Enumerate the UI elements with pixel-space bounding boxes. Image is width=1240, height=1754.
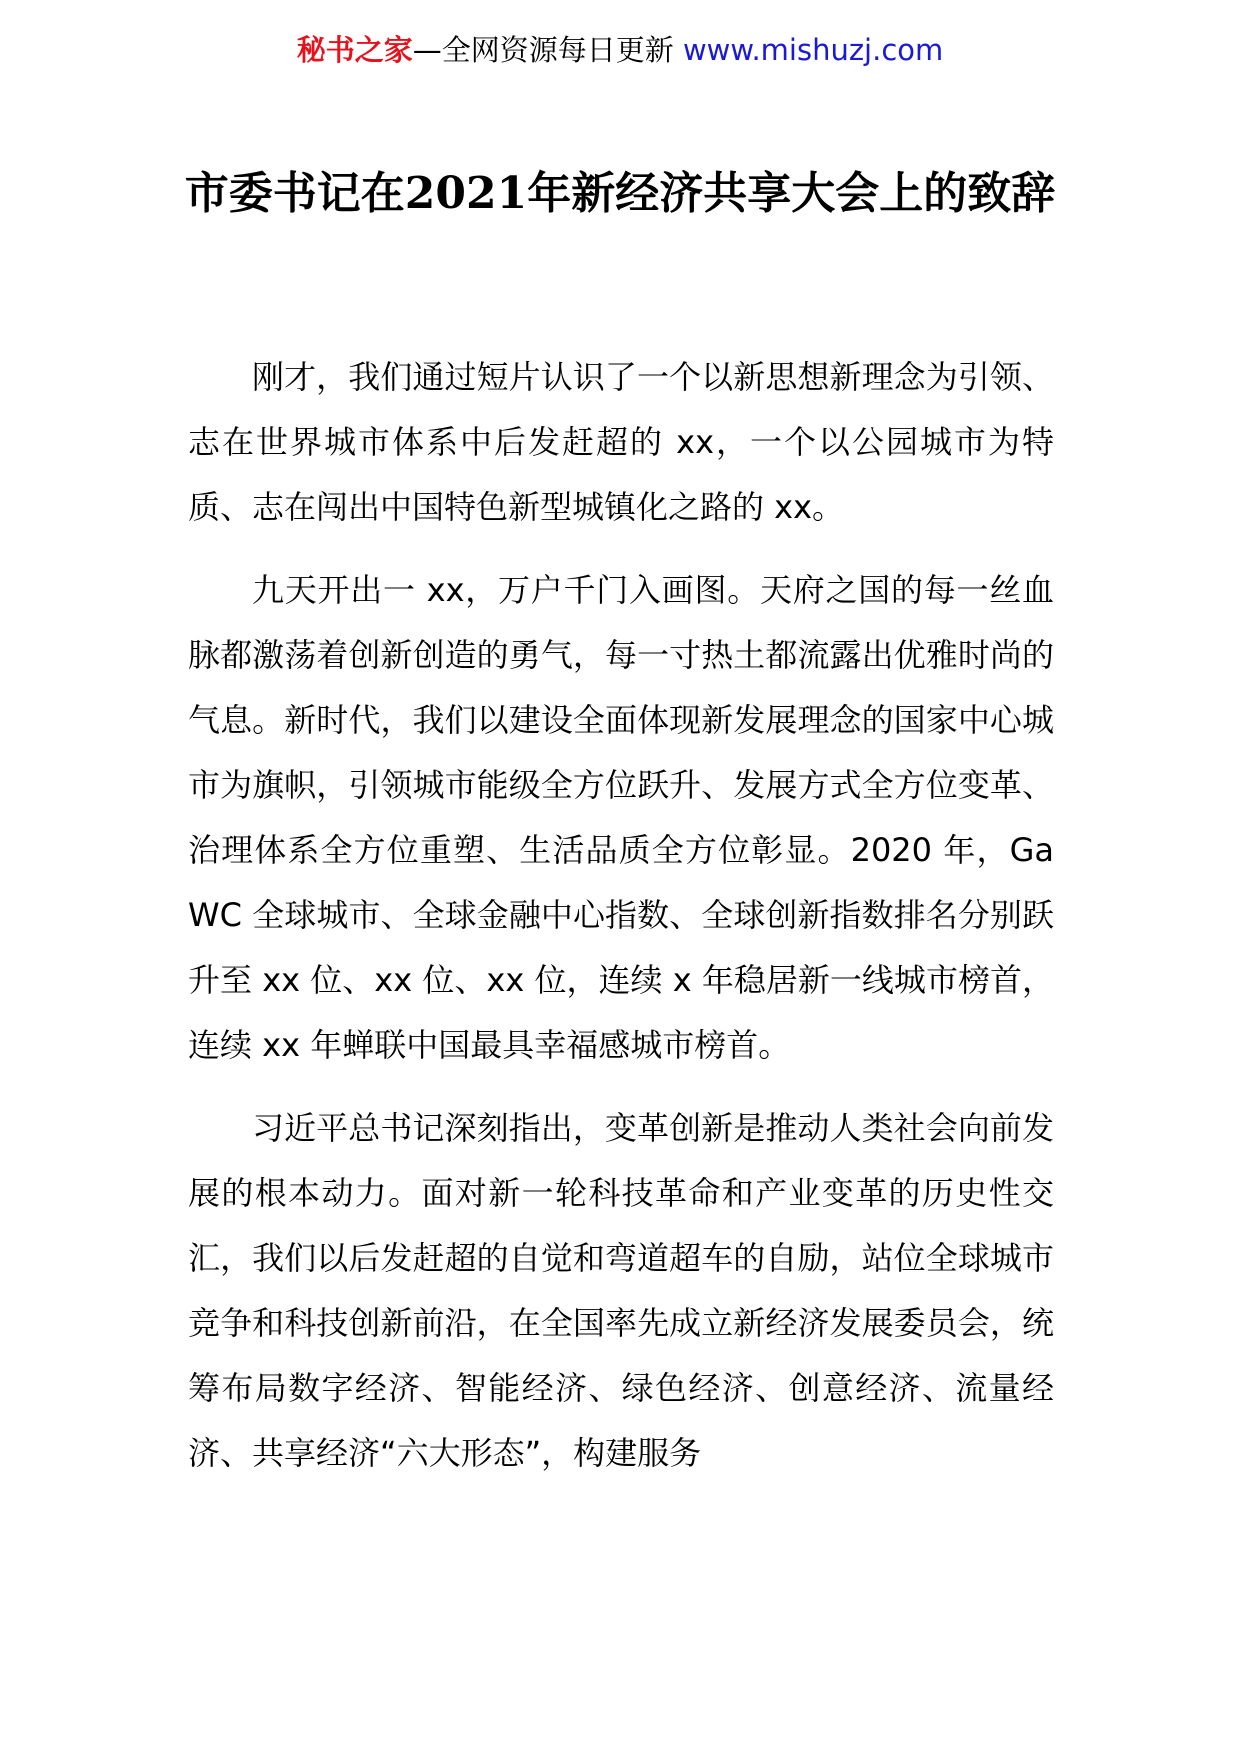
title-part-2: 年新经济共享大会上的致辞 [527, 168, 1056, 219]
document-body [188, 345, 1054, 1504]
title-year: 2021 [404, 168, 528, 219]
title-part-1: 市委书记在 [184, 168, 405, 219]
body-paragraph-3: 习近平总书记深刻指出，变革创新是推动人类社会向前发展的根本动力。面对新一轮科技革命和产业变革的历史性交汇，我们以后发赶超的自觉和弯道超车的自励，站位全球城市竞争和科技创新前沿，在全国率先成立新经济发展委员会，统筹布局数字经济、智能经济、绿色经济、创意经济、流量经济、共享经济“六大形态”，构建服务 [188, 1109, 1054, 1472]
site-brand: 秘书之家 [296, 33, 413, 67]
body-paragraph-1: 刚才，我们通过短片认识了一个以新思想新理念为引领、志在世界城市体系中后发赶超的 xx，一个以公园城市为特质、志在闯出中国特色新型城镇化之路的 xx。 [188, 358, 1054, 526]
site-header [0, 30, 1240, 70]
site-tagline: —全网资源每日更新 [412, 33, 683, 67]
site-url-link[interactable]: www.mishuzj.com [682, 33, 944, 67]
body-paragraph-2: 九天开出一 xx，万户千门入画图。天府之国的每一丝血脉都激荡着创新创造的勇气，每一寸热土都流露出优雅时尚的气息。新时代，我们以建设全面体现新发展理念的国家中心城市为旗帜，引领城市能级全方位跃升、发展方式全方位变革、治理体系全方位重塑、生活品质全方位彰显。2020 年，GaWC 全球城市、全球金融中心指数、全球创新指数排名分别跃升至 xx 位、xx 位、xx 位，连续 x 年稳居新一线城市榜首，连续 xx 年蝉联中国最具幸福感城市榜首。 [188, 571, 1054, 1064]
document-title [180, 163, 1060, 225]
